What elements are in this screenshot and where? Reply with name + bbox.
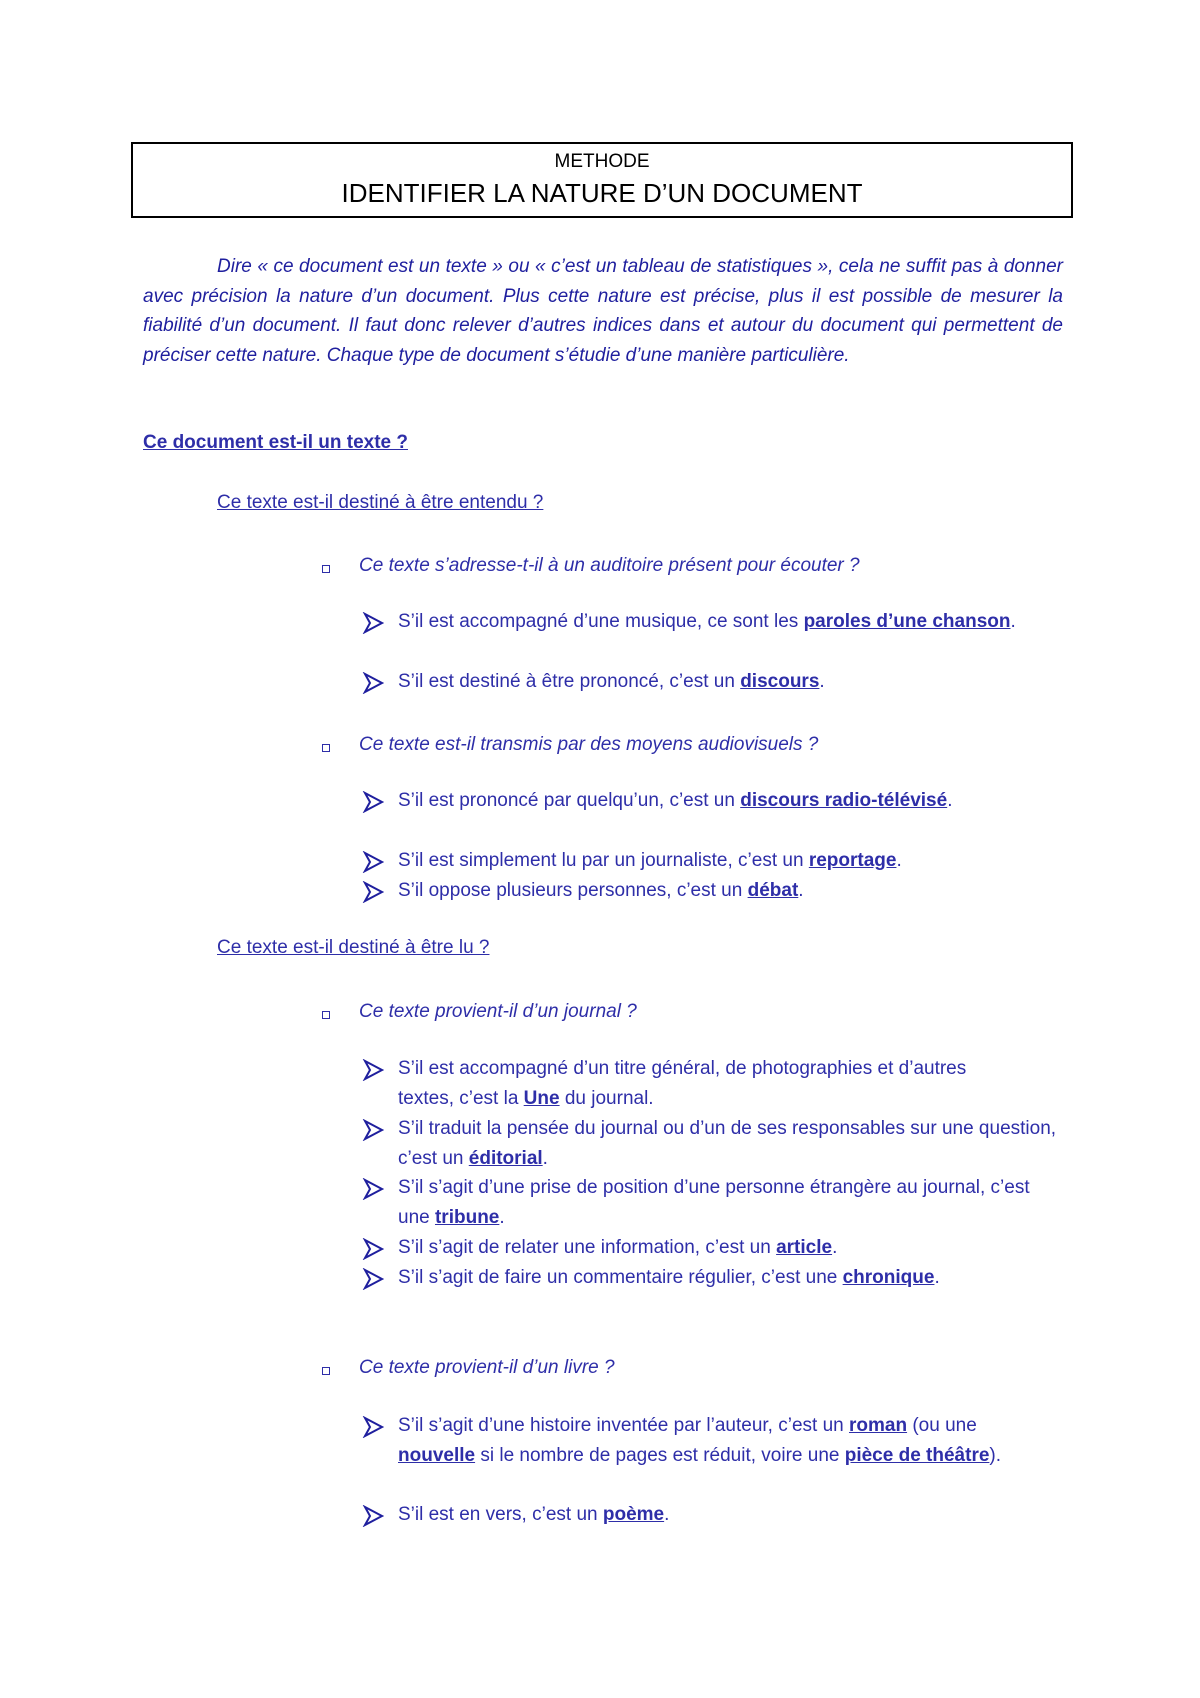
arrowhead-bullet-icon [362,1268,384,1290]
question-text: Ce texte provient-il d’un livre ? [359,1357,615,1378]
bullet-text-end: . [896,850,902,871]
checkbox-square-icon [322,565,330,573]
bullet-text-end: . [499,1206,505,1228]
bullet-text: S’il s’agit de faire un commentaire régulier, c’est une [398,1267,843,1288]
bullet-text-end: . [934,1267,940,1288]
bullet-item [398,1267,1068,1293]
keyword: éditorial [468,1147,543,1169]
arrowhead-bullet-icon [362,672,384,694]
bullet-text-end: . [542,1147,548,1169]
bullet-item [398,790,1068,816]
question-text: Ce texte s’adresse-t-il à un auditoire présent pour écouter ? [359,555,860,576]
title-box [131,142,1073,218]
section-heading-texte: Ce document est-il un texte ? [143,432,408,453]
keyword: article [776,1237,833,1258]
bullet-text-end: . [1010,611,1016,632]
bullet-text: S’il traduit la pensée du journal ou d’un de ses responsables sur une question, c’est un [398,1118,1057,1169]
bullet-item [398,1504,1068,1530]
bullet-item [398,850,1068,876]
keyword: discours radio-télévisé [740,790,948,811]
checkbox-square-icon [322,1011,330,1019]
bullet-text-end: . [947,790,953,811]
bullet-text: S’il est prononcé par quelqu’un, c’est un [398,790,741,811]
subheading-entendu: Ce texte est-il destiné à être entendu ? [217,492,544,513]
bullet-text: S’il s’agit d’une prise de position d’une personne étrangère au journal, c’est une [398,1177,1030,1228]
bullet-item [398,1237,1068,1263]
bullet-text-end: . [664,1504,670,1525]
title-label: METHODE [554,151,650,172]
bullet-text: S’il est en vers, c’est un [398,1504,603,1525]
arrowhead-bullet-icon [362,851,384,873]
question-text: Ce texte est-il transmis par des moyens audiovisuels ? [359,734,819,755]
keyword: débat [747,880,799,901]
bullet-text: S’il est simplement lu par un journaliste, c’est un [398,850,809,871]
bullet-text-end: . [798,880,804,901]
arrowhead-bullet-icon [362,1119,384,1141]
bullet-item [398,1415,1068,1470]
keyword: nouvelle [398,1444,476,1466]
bullet-text-end: . [832,1237,838,1258]
arrowhead-bullet-icon [362,612,384,634]
bullet-text: S’il est destiné à être prononcé, c’est un [398,671,741,692]
keyword: paroles d’une chanson [803,611,1011,632]
arrowhead-bullet-icon [362,1238,384,1260]
bullet-text-end: ). [989,1444,1002,1466]
bullet-text: S’il oppose plusieurs personnes, c’est un [398,880,748,901]
intro-paragraph: Dire « ce document est un texte » ou « c’est un tableau de statistiques », cela ne suffit pas à donner avec précision la nature d’un document. Plus cette nature est précise, plus il est possible de mesurer la fiabilité d’un document. Il faut donc relever d’autres indices dans et autour du document qui permettent de préciser cette nature. Chaque type de document s’étudie d’une manière particulière. [143,256,1063,366]
subheading-lu: Ce texte est-il destiné à être lu ? [217,937,490,958]
bullet-text: S’il s’agit de relater une information, c’est un [398,1237,777,1258]
arrowhead-bullet-icon [362,881,384,903]
bullet-text: S’il est accompagné d’un titre général, de photographies et d’autres textes, c’est la [398,1058,967,1109]
keyword: reportage [808,850,897,871]
keyword: roman [848,1415,908,1436]
bullet-item [398,671,1068,697]
bullet-text: (ou une [907,1415,977,1436]
bullet-item [398,611,1068,637]
bullet-text: S’il s’agit d’une histoire inventée par l’auteur, c’est un [398,1415,849,1436]
bullet-text: S’il est accompagné d’une musique, ce sont les [398,611,804,632]
arrowhead-bullet-icon [362,1505,384,1527]
keyword: tribune [434,1206,500,1228]
bullet-item [398,880,1068,906]
checkbox-square-icon [322,744,330,752]
bullet-text-end: du journal. [559,1087,654,1109]
bullet-item [398,1118,1068,1173]
keyword: chronique [842,1267,935,1288]
bullet-text-end: . [819,671,825,692]
keyword: poème [602,1504,665,1525]
arrowhead-bullet-icon [362,1178,384,1200]
keyword: Une [523,1087,560,1109]
keyword: discours [740,671,820,692]
arrowhead-bullet-icon [362,1059,384,1081]
page-title: IDENTIFIER LA NATURE D’UN DOCUMENT [341,178,863,208]
checkbox-square-icon [322,1367,330,1375]
question-text: Ce texte provient-il d’un journal ? [359,1001,637,1022]
bullet-text: si le nombre de pages est réduit, voire une [475,1444,845,1466]
arrowhead-bullet-icon [362,791,384,813]
arrowhead-bullet-icon [362,1416,384,1438]
bullet-item [398,1177,1068,1232]
bullet-item [398,1058,1068,1113]
keyword: pièce de théâtre [844,1444,990,1466]
